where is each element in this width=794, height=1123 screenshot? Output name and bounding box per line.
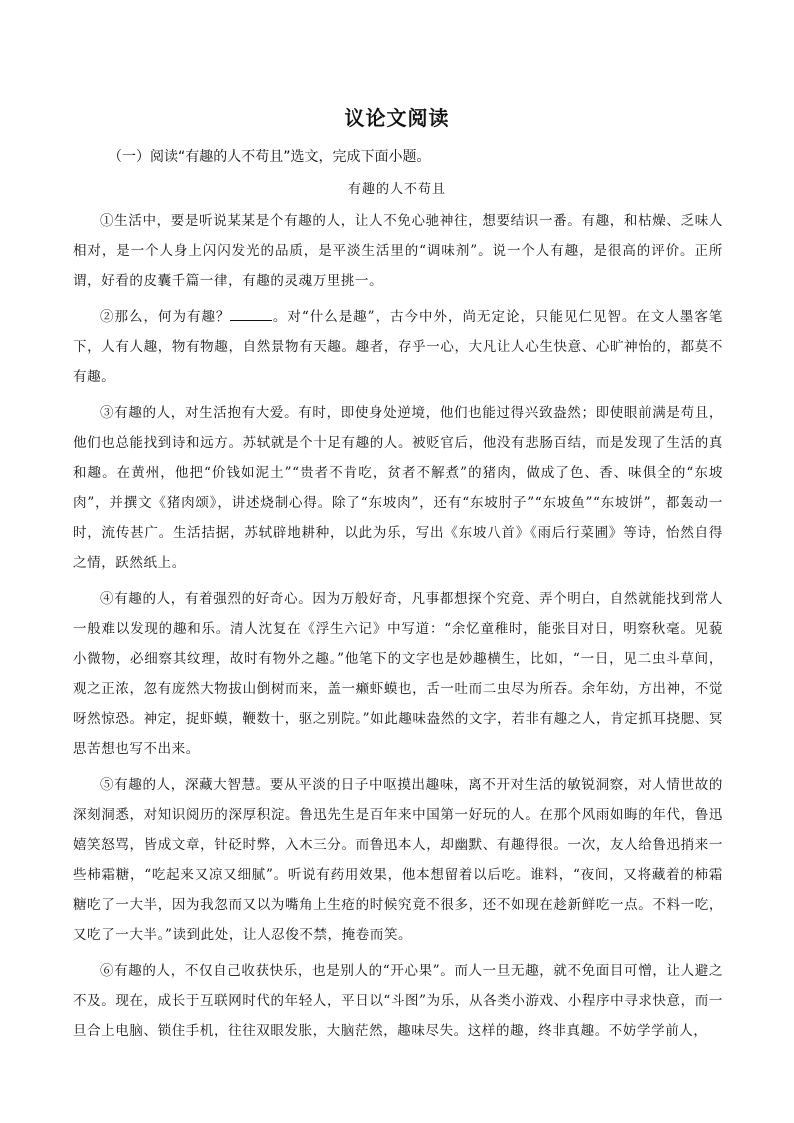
paragraph-2-start: ②那么，何为有趣？ xyxy=(100,309,231,325)
paragraph-2 xyxy=(73,302,723,392)
paragraph-3: ③有趣的人，对生活抱有大爱。有时，即使身处逆境，他们也能过得兴致盎然；即使眼前满是苟且，他们也总能找到诗和远方。苏轼就是个十足有趣的人。被贬官后，他没有悲肠百结，而是发现了生活的真和趣。在黄州，他把“价钱如泥土”“贵者不肯吃，贫者不解煮”的猪肉，做成了色、香、味俱全的“东坡肉”，并撰文《猪肉颂》，讲述烧制心得。除了“东坡肉”，还有“东坡肘子”“东坡鱼”“东坡饼”，都轰动一时，流传甚广。生活拮据，苏轼辟地耕种，以此为乐，写出《东坡八首》《雨后行菜圃》等诗，怡然自得之情，跃然纸上。 xyxy=(73,405,723,571)
paragraph-6: ⑥有趣的人，不仅自己收获快乐，也是别人的“开心果”。而人一旦无趣，就不免面目可憎，让人避之不及。现在，成长于互联网时代的年轻人，平日以“斗图”为乐，从各类小游戏、小程序中寻求快意，而一旦合上电脑、锁住手机，往往双眼发胀，大脑茫然，趣味尽失。这样的趣，终非真趣。不妨学学前人， xyxy=(73,963,723,1039)
paragraph-1: ①生活中，要是听说某某是个有趣的人，让人不免心驰神往，想要结识一番。有趣，和枯燥、乏味人相对，是一个人身上闪闪发光的品质，是平淡生活里的“调味剂”。说一个人有趣，是很高的评价。正所谓，好看的皮囊千篇一律，有趣的灵魂万里挑一。 xyxy=(73,213,723,289)
paragraph-2-rest: 。对“什么是趣”，古今中外，尚无定论，只能见仁见智。在文人墨客笔下，人有人趣，物有物趣，自然景物有天趣。趣者，存乎一心，大凡让人心生快意、心旷神怡的，都莫不有趣。 xyxy=(73,309,723,385)
article-title: 有趣的人不苟且 xyxy=(347,182,446,197)
page-title: 议论文阅读 xyxy=(344,106,450,130)
fill-in-blank[interactable] xyxy=(230,306,272,321)
article-body xyxy=(73,206,723,1052)
reading-instruction: （一）阅读“有趣的人不苟且”选文，完成下面小题。 xyxy=(108,149,431,165)
paragraph-4: ④有趣的人，有着强烈的好奇心。因为万般好奇，凡事都想探个究竟、弄个明白，自然就能找到常人一般难以发现的趣和乐。清人沈复在《浮生六记》中写道：“余忆童稚时，能张目对日，明察秋毫。见藐小微物，必细察其纹理，故时有物外之趣。”他笔下的文字也是妙趣横生，比如，“一日，见二虫斗草间，观之正浓，忽有庞然大物拔山倒树而来，盖一癞虾蟆也，舌一吐而二虫尽为所吞。余年幼，方出神，不觉呀然惊恐。神定，捉虾蟆，鞭数十，驱之别院。”如此趣味盎然的文字，若非有趣之人，肯定抓耳挠腮、冥思苦想也写不出来。 xyxy=(73,591,723,757)
paragraph-5: ⑤有趣的人，深藏大智慧。要从平淡的日子中呕摸出趣味，离不开对生活的敏锐洞察，对人情世故的深刻洞悉，对知识阅历的深厚积淀。鲁迅先生是百年来中国第一好玩的人。在那个风雨如晦的年代，鲁迅嬉笑怒骂，皆成文章，针砭时弊，入木三分。而鲁迅本人，却幽默、有趣得很。一次，友人给鲁迅捎来一些柿霜糖，“吃起来又凉又细腻”。听说有药用效果，他本想留着以后吃。谁料，“夜间，又将藏着的柿霜糖吃了一大半，因为我忽而又以为嘴角上生疮的时候究竟不很多，还不如现在趁新鲜吃一点。不料一吃，又吃了一大半。”读到此处，让人忍俊不禁，掩卷而笑。 xyxy=(73,777,723,943)
